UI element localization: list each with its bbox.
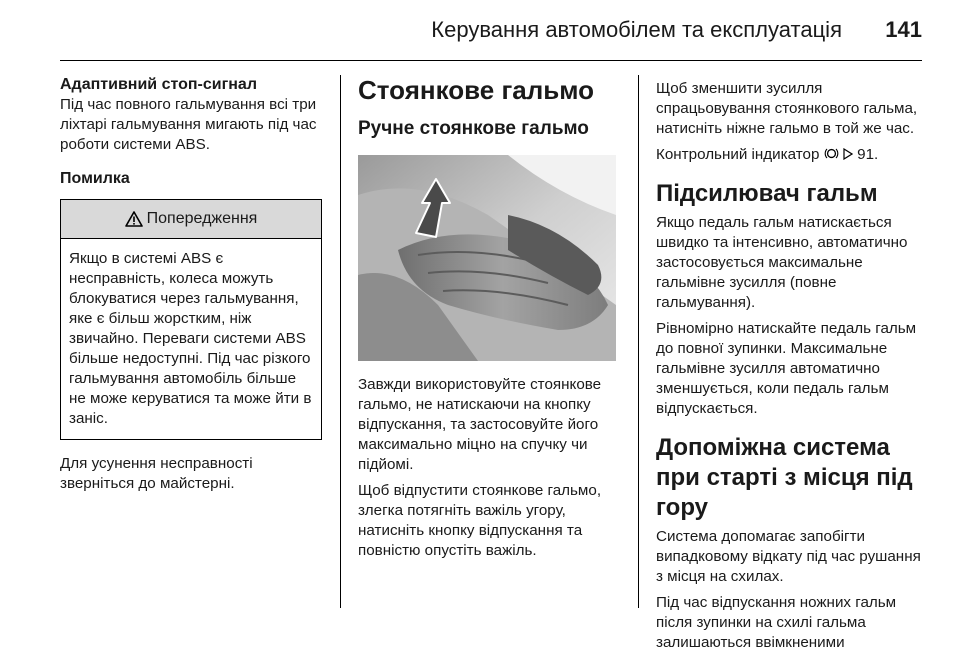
paragraph: Під час відпускання ножних гальм після зупинки на схилі гальма залишаються ввімкненими — [656, 594, 897, 651]
reference-arrow-icon — [843, 148, 853, 160]
paragraph: Завжди використовуйте стоянкове гальмо, не натискаючи на кнопку відпускання, та застосовуйте його максимально міцно на спучку чи підйомі. — [358, 376, 602, 473]
manual-parking-brake-heading: Ручне стоянкове гальмо — [358, 118, 589, 139]
parking-brake-illustration — [358, 155, 616, 361]
column-3 — [656, 75, 922, 659]
warning-box — [60, 199, 322, 440]
section-title: Керування автомобілем та експлуатація — [431, 17, 842, 42]
warning-title: Попередження — [146, 210, 258, 227]
handbrake-lever-image — [358, 155, 616, 361]
adaptive-brake-light-heading: Адаптивний стоп-сигнал — [60, 76, 257, 93]
brake-indicator-icon — [824, 146, 839, 161]
hill-start-assist-heading: Допоміжна система при старті з місця під гору — [656, 434, 913, 521]
warning-triangle-icon — [125, 211, 143, 227]
paragraph: Система допомагає запобігти випадковому відкату під час рушання з місця на схилах. — [656, 528, 921, 585]
paragraph: Щоб зменшити зусилля спрацьовування стоянкового гальма, натисніть ніжне гальмо в той же час. — [656, 80, 918, 137]
paragraph: Для усунення несправності зверніться до майстерні. — [60, 455, 253, 492]
column-1 — [60, 75, 322, 500]
indicator-label: Контрольний індикатор — [656, 146, 820, 163]
page-header — [60, 0, 922, 62]
indicator-reference — [656, 145, 922, 165]
warning-text: Якщо в системі ABS є несправність, колеса можуть блокуватися через гальмування, яке є більш жорстким, ніж звичайно. Переваги системи ABS більше недоступні. Під час різкого гальмування автомобіль більше не може керуватися та може йти в заніс. — [69, 250, 312, 427]
column-divider — [340, 75, 341, 608]
header-divider — [60, 60, 922, 61]
paragraph: Під час повного гальмування всі три ліхтарі гальмування мигають під час роботи системи ABS. — [60, 96, 317, 153]
warning-header — [61, 200, 321, 239]
paragraph: Рівномірно натискайте педаль гальм до повної зупинки. Максимальне гальмівне зусилля автоматично зменшується, коли педаль гальм відпускається. — [656, 320, 917, 417]
parking-brake-heading: Стоянкове гальмо — [358, 75, 595, 105]
column-divider — [638, 75, 639, 608]
page-reference: 91. — [857, 146, 879, 163]
page-number: 141 — [885, 17, 922, 42]
fault-heading: Помилка — [60, 170, 130, 187]
paragraph: Якщо педаль гальм натискається швидко та інтенсивно, автоматично застосовується максимальне гальмівне зусилля (повне гальмування). — [656, 214, 908, 311]
paragraph: Щоб відпустити стоянкове гальмо, злегка потягніть важіль угору, натисніть кнопку відпускання та повністю опустіть важіль. — [358, 482, 602, 559]
column-2 — [358, 75, 620, 567]
brake-assist-heading: Підсилювач гальм — [656, 180, 878, 207]
